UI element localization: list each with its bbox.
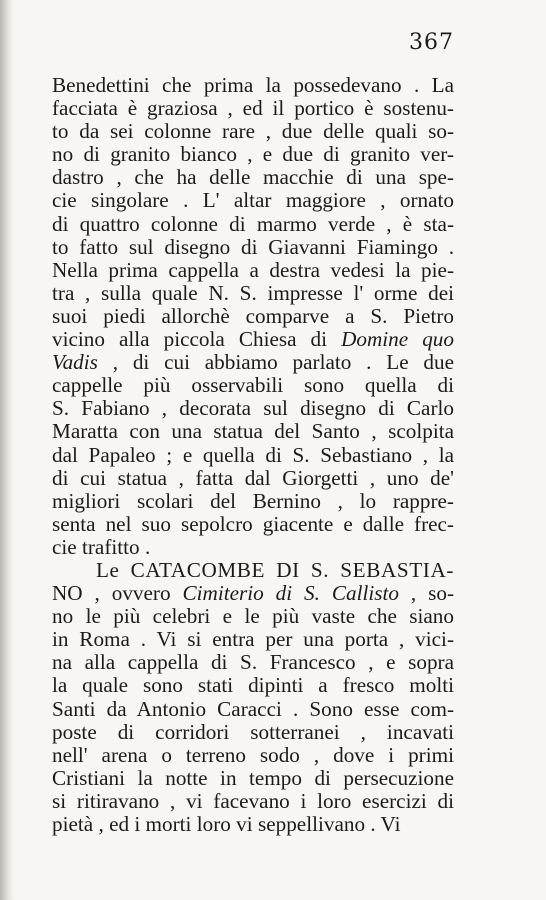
text-run: no le più celebri e le più vaste che siano <box>52 604 454 629</box>
text-run: no di granito bianco , e due di granito ver- <box>52 142 454 167</box>
text-run: cappelle più osservabili sono quella di <box>52 373 454 398</box>
text-line <box>52 74 454 97</box>
text-run: na alla cappella di S. Francesco , e sopra <box>52 650 454 675</box>
text-run: vicino alla piccola Chiesa di <box>52 327 342 352</box>
text-run: senta nel suo sepolcro giacente e dalle frec- <box>52 511 454 536</box>
text-line <box>52 744 454 767</box>
text-line <box>52 559 454 582</box>
section-heading: Le CATACOMBE DI S. SEBASTIA- <box>96 557 454 582</box>
text-run: in Roma . Vi si entra per una porta , vici- <box>52 627 454 652</box>
text-line <box>52 721 454 744</box>
text-line <box>52 213 454 236</box>
text-line <box>52 605 454 628</box>
text-line <box>52 698 454 721</box>
text-line <box>52 490 454 513</box>
text-line <box>52 767 454 790</box>
text-line <box>52 651 454 674</box>
text-run: Nella prima cappella a destra vedesi la pie- <box>52 257 454 282</box>
text-line <box>52 444 454 467</box>
text-line <box>52 328 454 351</box>
text-line <box>52 305 454 328</box>
text-run: cie trafitto . <box>52 534 151 559</box>
text-run: facciata è graziosa , ed il portico è sostenu- <box>52 96 454 121</box>
text-run: S. Fabiano , decorata sul disegno di Carlo <box>52 396 454 421</box>
text-run: dal Papaleo ; e quella di S. Sebastiano , la <box>52 442 454 467</box>
text-line <box>52 513 454 536</box>
text-run: to da sei colonne rare , due delle quali so- <box>52 119 454 144</box>
text-run: Cristiani la notte in tempo di persecuzione <box>52 765 454 790</box>
text-run: poste di corridori sotterranei , incavati <box>52 719 454 744</box>
text-run: di quattro colonne di marmo verde , è sta- <box>52 211 454 236</box>
text-run: Maratta con una statua del Santo , scolpita <box>52 419 454 444</box>
text-run: tra , sulla quale N. S. impresse l' orme dei <box>52 280 454 305</box>
book-page <box>52 30 452 890</box>
text-line <box>52 420 454 443</box>
text-line <box>52 166 454 189</box>
text-line <box>52 397 454 420</box>
text-line <box>52 282 454 305</box>
text-run: migliori scolari del Bernino , lo rappre- <box>52 488 454 513</box>
text-run: Santi da Antonio Caracci . Sono esse com- <box>52 696 454 721</box>
text-run: la quale sono stati dipinti a fresco molti <box>52 673 454 698</box>
text-line <box>52 189 454 212</box>
text-run: di cui statua , fatta dal Giorgetti , uno de' <box>52 465 454 490</box>
text-run: NO , ovvero <box>52 581 183 606</box>
text-line <box>52 97 454 120</box>
text-run: cie singolare . L' altar maggiore , ornato <box>52 188 454 213</box>
italic-text: Cimiterio di S. Callisto <box>182 581 399 606</box>
text-line <box>52 628 454 651</box>
text-run: pietà , ed i morti loro vi seppellivano . Vi <box>52 812 401 836</box>
body-text <box>52 74 454 836</box>
page-edge-shadow <box>0 0 14 900</box>
text-run: dastro , che ha delle macchie di una spe- <box>52 165 454 190</box>
text-line <box>52 790 454 813</box>
italic-text: Domine quo <box>341 327 454 352</box>
text-line <box>52 236 454 259</box>
text-line <box>52 582 454 605</box>
page-number: 367 <box>409 30 454 55</box>
text-line <box>52 259 454 282</box>
text-line <box>52 813 454 836</box>
text-run: , di cui abbiamo parlato . Le due <box>97 350 454 375</box>
text-line <box>52 351 454 374</box>
italic-text: Vadis <box>52 350 98 375</box>
text-run: si ritiravano , vi facevano i loro esercizi di <box>52 788 454 813</box>
text-line <box>52 536 454 559</box>
text-run: Benedettini che prima la possedevano . La <box>52 73 454 97</box>
text-run: suoi piedi allorchè comparve a S. Pietro <box>52 303 454 328</box>
text-line <box>52 143 454 166</box>
text-run: to fatto sul disegno di Giavanni Fiamingo . <box>52 234 454 259</box>
text-run: , so- <box>398 581 454 606</box>
text-run: nell' arena o terreno sodo , dove i primi <box>52 742 454 767</box>
text-line <box>52 467 454 490</box>
text-line <box>52 674 454 697</box>
text-line <box>52 120 454 143</box>
text-line <box>52 374 454 397</box>
